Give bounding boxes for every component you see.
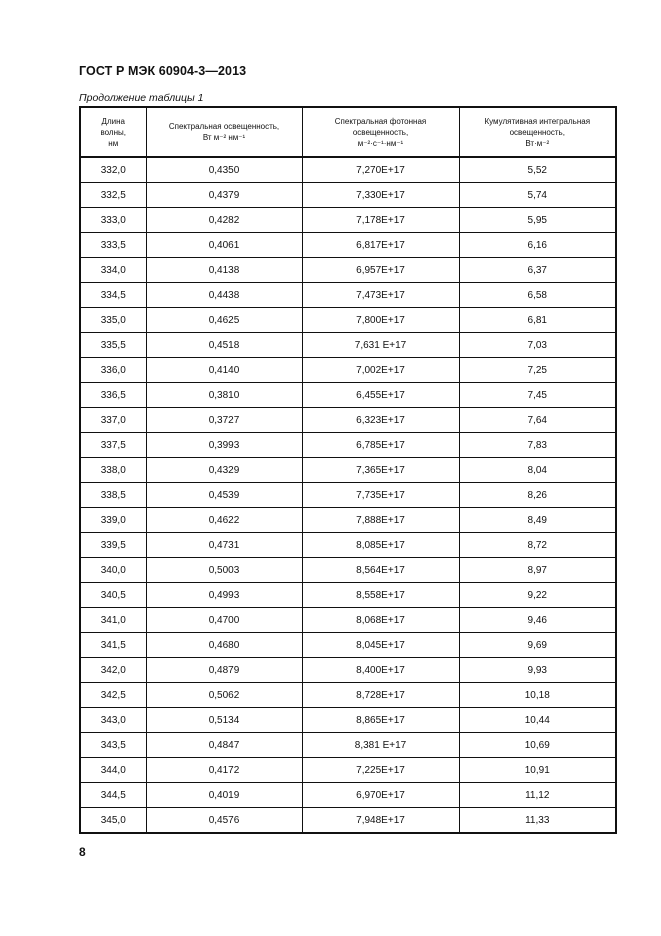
wavelength-cell: 338,5 — [80, 483, 146, 508]
table-row — [80, 608, 616, 633]
column-header-photon-irradiance — [302, 107, 459, 157]
photon-irradiance-cell: 8,865E+17 — [302, 708, 459, 733]
photon-irradiance-cell: 8,381 E+17 — [302, 733, 459, 758]
cumulative-irradiance-cell: 6,37 — [459, 258, 616, 283]
cumulative-irradiance-cell: 5,95 — [459, 208, 616, 233]
wavelength-cell: 332,0 — [80, 157, 146, 183]
spectral-irradiance-cell: 0,4700 — [146, 608, 302, 633]
table-row — [80, 483, 616, 508]
photon-irradiance-cell: 7,800E+17 — [302, 308, 459, 333]
table-row — [80, 433, 616, 458]
cumulative-irradiance-cell: 9,22 — [459, 583, 616, 608]
table-row — [80, 458, 616, 483]
wavelength-cell: 343,5 — [80, 733, 146, 758]
photon-irradiance-cell: 6,817E+17 — [302, 233, 459, 258]
wavelength-cell: 335,5 — [80, 333, 146, 358]
wavelength-cell: 334,5 — [80, 283, 146, 308]
cumulative-irradiance-cell: 9,46 — [459, 608, 616, 633]
spectral-irradiance-cell: 0,4379 — [146, 183, 302, 208]
photon-irradiance-cell: 7,178E+17 — [302, 208, 459, 233]
column-header-wavelength — [80, 107, 146, 157]
table-row — [80, 683, 616, 708]
spectral-irradiance-cell: 0,3810 — [146, 383, 302, 408]
table-row — [80, 157, 616, 183]
spectral-irradiance-cell: 0,4172 — [146, 758, 302, 783]
cumulative-irradiance-cell: 10,69 — [459, 733, 616, 758]
column-header-line: освещенность, — [509, 127, 565, 137]
wavelength-cell: 335,0 — [80, 308, 146, 333]
photon-irradiance-cell: 6,970E+17 — [302, 783, 459, 808]
spectral-irradiance-cell: 0,4847 — [146, 733, 302, 758]
table-row — [80, 558, 616, 583]
wavelength-cell: 340,0 — [80, 558, 146, 583]
spectral-irradiance-cell: 0,4140 — [146, 358, 302, 383]
spectral-irradiance-cell: 0,4680 — [146, 633, 302, 658]
wavelength-cell: 344,0 — [80, 758, 146, 783]
table-row — [80, 808, 616, 834]
photon-irradiance-cell: 8,045E+17 — [302, 633, 459, 658]
cumulative-irradiance-cell: 10,44 — [459, 708, 616, 733]
wavelength-cell: 342,0 — [80, 658, 146, 683]
spectral-irradiance-cell: 0,5062 — [146, 683, 302, 708]
wavelength-cell: 334,0 — [80, 258, 146, 283]
table-row — [80, 408, 616, 433]
spectral-irradiance-cell: 0,4539 — [146, 483, 302, 508]
cumulative-irradiance-cell: 10,91 — [459, 758, 616, 783]
table-row — [80, 733, 616, 758]
column-header-cumulative-irradiance — [459, 107, 616, 157]
column-header-line: нм — [108, 138, 119, 148]
photon-irradiance-cell: 6,323E+17 — [302, 408, 459, 433]
spectral-irradiance-cell: 0,4993 — [146, 583, 302, 608]
wavelength-cell: 339,5 — [80, 533, 146, 558]
wavelength-cell: 336,0 — [80, 358, 146, 383]
cumulative-irradiance-cell: 5,52 — [459, 157, 616, 183]
table-row — [80, 333, 616, 358]
cumulative-irradiance-cell: 5,74 — [459, 183, 616, 208]
photon-irradiance-cell: 7,225E+17 — [302, 758, 459, 783]
photon-irradiance-cell: 7,631 E+17 — [302, 333, 459, 358]
cumulative-irradiance-cell: 8,26 — [459, 483, 616, 508]
spectral-irradiance-cell: 0,4138 — [146, 258, 302, 283]
table-row — [80, 758, 616, 783]
wavelength-cell: 332,5 — [80, 183, 146, 208]
photon-irradiance-cell: 7,270E+17 — [302, 157, 459, 183]
table-row — [80, 533, 616, 558]
page-number: 8 — [79, 845, 86, 859]
table-caption: Продолжение таблицы 1 — [79, 92, 204, 104]
spectral-irradiance-cell: 0,4329 — [146, 458, 302, 483]
cumulative-irradiance-cell: 7,03 — [459, 333, 616, 358]
photon-irradiance-cell: 6,957E+17 — [302, 258, 459, 283]
column-header-line: Длина — [101, 116, 125, 126]
table-row — [80, 508, 616, 533]
wavelength-cell: 341,5 — [80, 633, 146, 658]
spectral-irradiance-cell: 0,4622 — [146, 508, 302, 533]
wavelength-cell: 336,5 — [80, 383, 146, 408]
photon-irradiance-cell: 8,728E+17 — [302, 683, 459, 708]
cumulative-irradiance-cell: 6,16 — [459, 233, 616, 258]
photon-irradiance-cell: 6,785E+17 — [302, 433, 459, 458]
wavelength-cell: 345,0 — [80, 808, 146, 834]
photon-irradiance-cell: 7,888E+17 — [302, 508, 459, 533]
table-header-row — [80, 107, 616, 157]
cumulative-irradiance-cell: 7,25 — [459, 358, 616, 383]
wavelength-cell: 337,0 — [80, 408, 146, 433]
photon-irradiance-cell: 7,002E+17 — [302, 358, 459, 383]
wavelength-cell: 338,0 — [80, 458, 146, 483]
table-row — [80, 233, 616, 258]
wavelength-cell: 342,5 — [80, 683, 146, 708]
column-header-line: Спектральная фотонная — [334, 116, 427, 126]
spectral-irradiance-cell: 0,4019 — [146, 783, 302, 808]
cumulative-irradiance-cell: 8,97 — [459, 558, 616, 583]
table-row — [80, 283, 616, 308]
cumulative-irradiance-cell: 7,64 — [459, 408, 616, 433]
column-header-line: Вт м⁻² нм⁻¹ — [202, 133, 246, 142]
cumulative-irradiance-cell: 6,81 — [459, 308, 616, 333]
column-header-line: м⁻²·с⁻¹·нм⁻¹ — [357, 138, 404, 148]
photon-irradiance-cell: 8,400E+17 — [302, 658, 459, 683]
table-row — [80, 633, 616, 658]
cumulative-irradiance-cell: 11,12 — [459, 783, 616, 808]
spectral-irradiance-cell: 0,3727 — [146, 408, 302, 433]
spectral-irradiance-cell: 0,4576 — [146, 808, 302, 834]
column-header-spectral-irradiance — [146, 107, 302, 157]
spectral-irradiance-cell: 0,5134 — [146, 708, 302, 733]
cumulative-irradiance-cell: 8,49 — [459, 508, 616, 533]
table-body — [80, 157, 616, 833]
photon-irradiance-cell: 8,085E+17 — [302, 533, 459, 558]
cumulative-irradiance-cell: 8,04 — [459, 458, 616, 483]
cumulative-irradiance-cell: 6,58 — [459, 283, 616, 308]
cumulative-irradiance-cell: 8,72 — [459, 533, 616, 558]
wavelength-cell: 333,5 — [80, 233, 146, 258]
table-row — [80, 658, 616, 683]
wavelength-cell: 343,0 — [80, 708, 146, 733]
cumulative-irradiance-cell: 9,93 — [459, 658, 616, 683]
photon-irradiance-cell: 7,330E+17 — [302, 183, 459, 208]
wavelength-cell: 341,0 — [80, 608, 146, 633]
wavelength-cell: 337,5 — [80, 433, 146, 458]
document-header: ГОСТ Р МЭК 60904-3—2013 — [79, 64, 247, 78]
photon-irradiance-cell: 7,365E+17 — [302, 458, 459, 483]
photon-irradiance-cell: 8,068E+17 — [302, 608, 459, 633]
table-row — [80, 208, 616, 233]
spectral-irradiance-cell: 0,4350 — [146, 157, 302, 183]
spectral-irradiance-cell: 0,4625 — [146, 308, 302, 333]
photon-irradiance-cell: 7,735E+17 — [302, 483, 459, 508]
table-header — [80, 107, 616, 157]
spectral-irradiance-cell: 0,4731 — [146, 533, 302, 558]
cumulative-irradiance-cell: 11,33 — [459, 808, 616, 834]
column-header-line: Вт·м⁻² — [525, 138, 550, 148]
table-row — [80, 583, 616, 608]
cumulative-irradiance-cell: 10,18 — [459, 683, 616, 708]
column-header-line: Кумулятивная интегральная — [484, 116, 591, 126]
table-row — [80, 183, 616, 208]
spectral-irradiance-cell: 0,4061 — [146, 233, 302, 258]
photon-irradiance-cell: 6,455E+17 — [302, 383, 459, 408]
table-row — [80, 708, 616, 733]
spectral-irradiance-cell: 0,4438 — [146, 283, 302, 308]
wavelength-cell: 344,5 — [80, 783, 146, 808]
wavelength-cell: 339,0 — [80, 508, 146, 533]
table-row — [80, 783, 616, 808]
photon-irradiance-cell: 8,558E+17 — [302, 583, 459, 608]
cumulative-irradiance-cell: 7,83 — [459, 433, 616, 458]
spectral-irradiance-cell: 0,5003 — [146, 558, 302, 583]
table-row — [80, 358, 616, 383]
cumulative-irradiance-cell: 7,45 — [459, 383, 616, 408]
spectral-irradiance-cell: 0,4282 — [146, 208, 302, 233]
spectral-irradiance-cell: 0,3993 — [146, 433, 302, 458]
wavelength-cell: 340,5 — [80, 583, 146, 608]
spectral-irradiance-cell: 0,4518 — [146, 333, 302, 358]
column-header-line: волны, — [100, 127, 126, 137]
table-row — [80, 383, 616, 408]
table-row — [80, 258, 616, 283]
photon-irradiance-cell: 7,473E+17 — [302, 283, 459, 308]
spectral-data-table — [79, 106, 617, 834]
photon-irradiance-cell: 7,948E+17 — [302, 808, 459, 834]
table-row — [80, 308, 616, 333]
column-header-line: освещенность, — [352, 127, 409, 137]
spectral-irradiance-cell: 0,4879 — [146, 658, 302, 683]
column-header-line: Спектральная освещенность, — [168, 122, 280, 131]
wavelength-cell: 333,0 — [80, 208, 146, 233]
cumulative-irradiance-cell: 9,69 — [459, 633, 616, 658]
photon-irradiance-cell: 8,564E+17 — [302, 558, 459, 583]
